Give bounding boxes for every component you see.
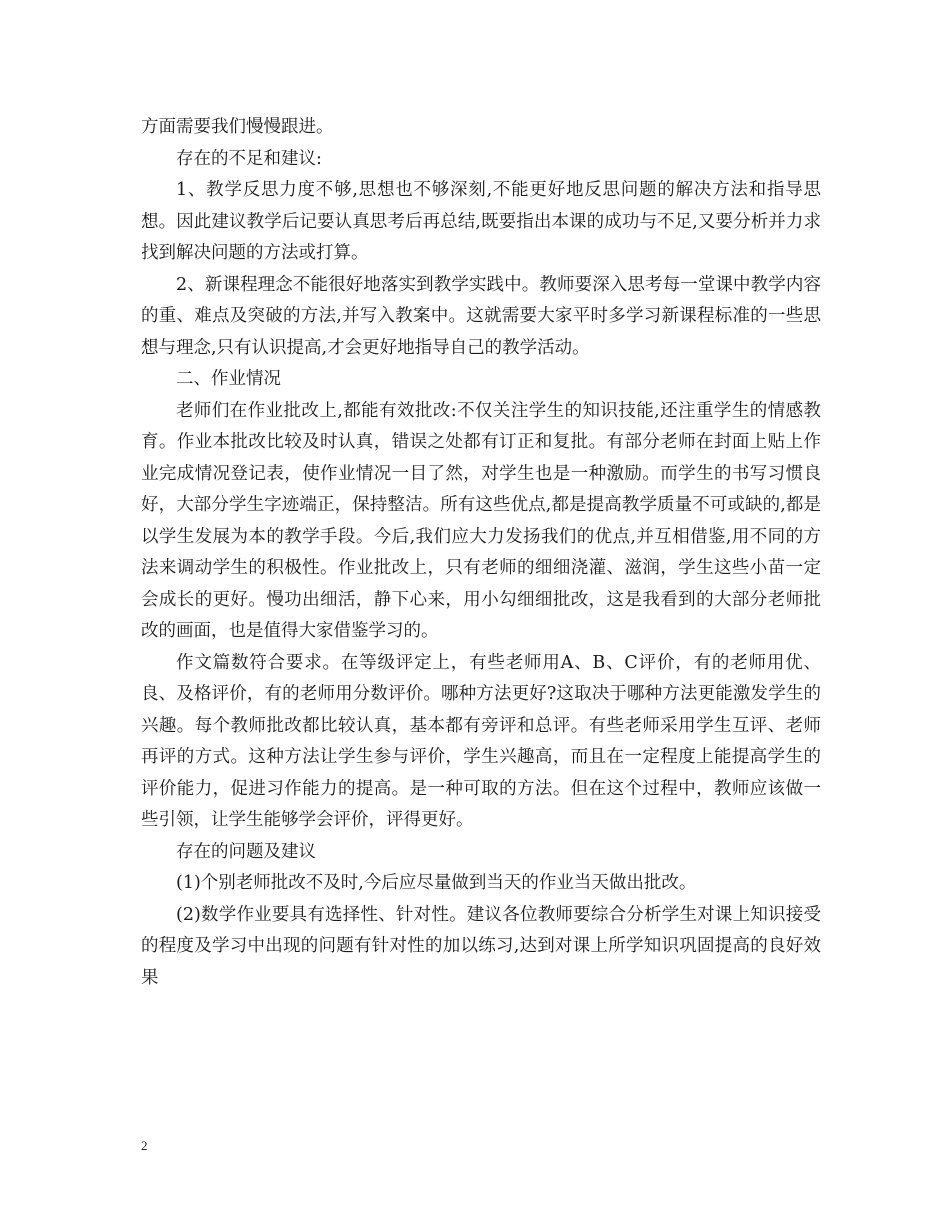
- paragraph-continuation: 方面需要我们慢慢跟进。: [141, 117, 334, 137]
- paragraph-suggestion-2: 2、新课程理念不能很好地落实到教学实践中。教师要深入思考每一堂课中教学内容的重、难点及突破的方法,并写入教案中。这就需要大家平时多学习新课程标准的一些思想与理念,只有认识提高,才会更好地指导自己的教学活动。: [141, 274, 821, 358]
- heading-problems: 存在的问题及建议: [176, 841, 316, 862]
- paragraph-homework-grading: 老师们在作业批改上,都能有效批改:不仅关注学生的知识技能,还注重学生的情感教育。作业本批改比较及时认真，错误之处都有订正和复批。有部分老师在封面上贴上作业完成情况登记表，使作业情况一目了然，对学生也是一种激励。而学生的书写习惯良好，大部分学生字迹端正，保持整洁。所有这些优点,都是提高教学质量不可或缺的,都是以学生发展为本的教学手段。今后,我们应大力发扬我们的优点,并互相借鉴,用不同的方法来调动学生的积极性。作业批改上，只有老师的细细浇灌、滋润，学生这些小苗一定会成长的更好。慢功出细活，静下心来，用小勾细细批改，这是我看到的大部分老师批改的画面，也是值得大家借鉴学习的。: [141, 400, 821, 641]
- paragraph-suggestion-1: 1、教学反思力度不够,思想也不够深刻,不能更好地反思问题的解决方法和指导思想。因此建议教学后记要认真思考后再总结,既要指出本课的成功与不足,又要分析并力求找到解决问题的方法或打算。: [141, 180, 821, 263]
- heading-shortcomings: 存在的不足和建议:: [176, 148, 322, 169]
- page-number: 2: [141, 1138, 148, 1153]
- paragraph-problem-1: (1)个别老师批改不及时,今后应尽量做到当天的作业当天做出批改。: [176, 873, 697, 893]
- paragraph-problem-2: (2)数学作业要具有选择性、针对性。建议各位教师要综合分析学生对课上知识接受的程度及学习中出现的问题有针对性的加以练习,达到对课上所学知识巩固提高的良好效果: [141, 904, 821, 988]
- document-body: [141, 112, 821, 994]
- paragraph-composition: 作文篇数符合要求。在等级评定上，有些老师用A、B、C评价，有的老师用优、良、及格评价，有的老师用分数评价。哪种方法更好?这取决于哪种方法更能激发学生的兴趣。每个教师批改都比较认真，基本都有旁评和总评。有些老师采用学生互评、老师再评的方式。这种方法让学生参与评价，学生兴趣高，而且在一定程度上能提高学生的评价能力，促进习作能力的提高。是一种可取的方法。但在这个过程中，教师应该做一些引领，让学生能够学会评价，评得更好。: [141, 652, 821, 830]
- heading-homework: 二、作业情况: [176, 369, 281, 389]
